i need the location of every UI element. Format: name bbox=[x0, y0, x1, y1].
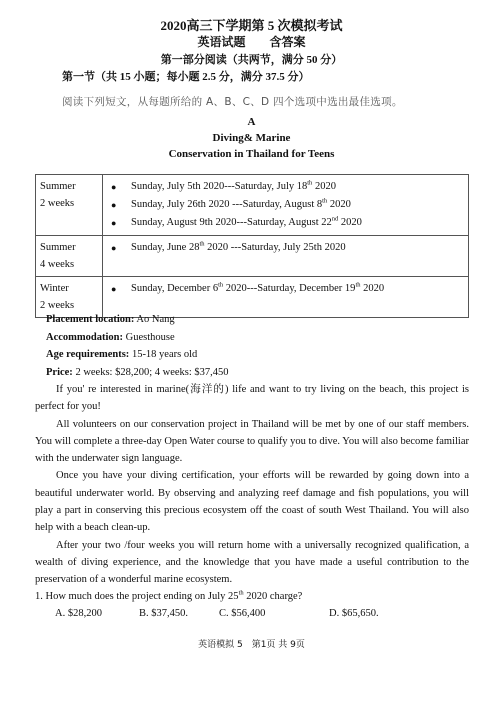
section-heading: 第一节（共 15 小题；每小题 2.5 分，满分 37.5 分） bbox=[62, 71, 310, 83]
bullet-icon: ● bbox=[111, 218, 117, 228]
dates-cell bbox=[103, 175, 469, 236]
bullet-icon: ● bbox=[111, 182, 117, 192]
project-info bbox=[46, 311, 229, 381]
dates-cell bbox=[103, 236, 469, 277]
info-accommodation: Accommodation: Guesthouse bbox=[46, 331, 175, 343]
question-1 bbox=[35, 588, 469, 622]
list-item: ● Sunday, July 26th 2020 ---Saturday, August 8th 2020 bbox=[107, 196, 464, 214]
option-c: C. $56,400 bbox=[219, 608, 266, 619]
list-item: ● Sunday, August 9th 2020---Saturday, August 22nd 2020 bbox=[107, 214, 464, 232]
bullet-icon: ● bbox=[111, 243, 117, 253]
info-location: Placement location: Ao Nang bbox=[46, 314, 175, 325]
list-item: ● Sunday, June 28th 2020 ---Saturday, July 25th 2020 bbox=[107, 239, 464, 257]
term-cell bbox=[36, 175, 103, 236]
table-row bbox=[36, 175, 469, 236]
passage-body bbox=[35, 381, 469, 589]
option-a: A. $28,200 bbox=[55, 608, 102, 619]
paragraph: After your two /four weeks you will return home with a universally recognized qualification, a wealth of diving experience, and the knowledge that you have made a useful contribution to the preservation of a wonderful marine ecosystem. bbox=[35, 539, 469, 586]
exam-subtitle: 英语试题 含答案 bbox=[197, 35, 306, 49]
question-stem: 1. How much does the project ending on July 25th 2020 charge? bbox=[35, 589, 303, 602]
term-season: Winter bbox=[40, 283, 69, 294]
option-b: B. $37,450. bbox=[139, 608, 189, 619]
paragraph: All volunteers on our conservation project in Thailand will be met by one of our staff members. You will complete a three-day Open Water course to qualify you to dive. You will also become familiar with the underwater sign language. bbox=[35, 418, 469, 465]
term-length: 4 weeks bbox=[40, 259, 75, 270]
term-length: 2 weeks bbox=[40, 300, 75, 311]
schedule-table bbox=[35, 174, 469, 318]
part-heading: 第一部分阅读（共两节，满分 50 分） bbox=[160, 54, 343, 66]
paragraph: If you' re interested in marine(海洋的) life and want to try living on the beach, this project is perfect for you! bbox=[35, 384, 469, 413]
passage-title-line2: Conservation in Thailand for Teens bbox=[168, 148, 335, 160]
list-item: ● Sunday, December 6th 2020---Saturday, December 19th 2020 bbox=[107, 280, 464, 298]
instruction-text: 阅读下列短文，从每题所给的 A、B、C、D 四个选项中选出最佳选项。 bbox=[62, 96, 403, 108]
page-footer: 英语模拟 5 第1页 共 9页 bbox=[198, 640, 305, 650]
passage-title-line1: Diving& Marine bbox=[212, 132, 291, 144]
passage-letter: A bbox=[247, 116, 256, 128]
bullet-icon: ● bbox=[111, 284, 117, 294]
term-length: 2 weeks bbox=[40, 198, 75, 209]
term-season: Summer bbox=[40, 242, 76, 253]
term-season: Summer bbox=[40, 181, 76, 192]
info-age: Age requirements: 15-18 years old bbox=[46, 349, 198, 360]
paragraph: Once you have your diving certification, your efforts will be rewarded by going down into a beautiful underwater world. By observing and analyzing reef damage and fish populations, you will play a part in conserving this precious ecosystem off the coast of south West Thailand. You will also help with a beach clean-up. bbox=[35, 470, 469, 534]
option-d: D. $65,650. bbox=[329, 608, 379, 619]
exam-title: 2020高三下学期第 5 次模拟考试 bbox=[160, 18, 343, 33]
bullet-icon: ● bbox=[111, 200, 117, 210]
info-price: Price: 2 weeks: $28,200; 4 weeks: $37,450 bbox=[46, 366, 229, 378]
term-cell bbox=[36, 236, 103, 277]
question-options bbox=[35, 605, 469, 622]
list-item: ● Sunday, July 5th 2020---Saturday, July 18th 2020 bbox=[107, 178, 464, 196]
table-row bbox=[36, 236, 469, 277]
